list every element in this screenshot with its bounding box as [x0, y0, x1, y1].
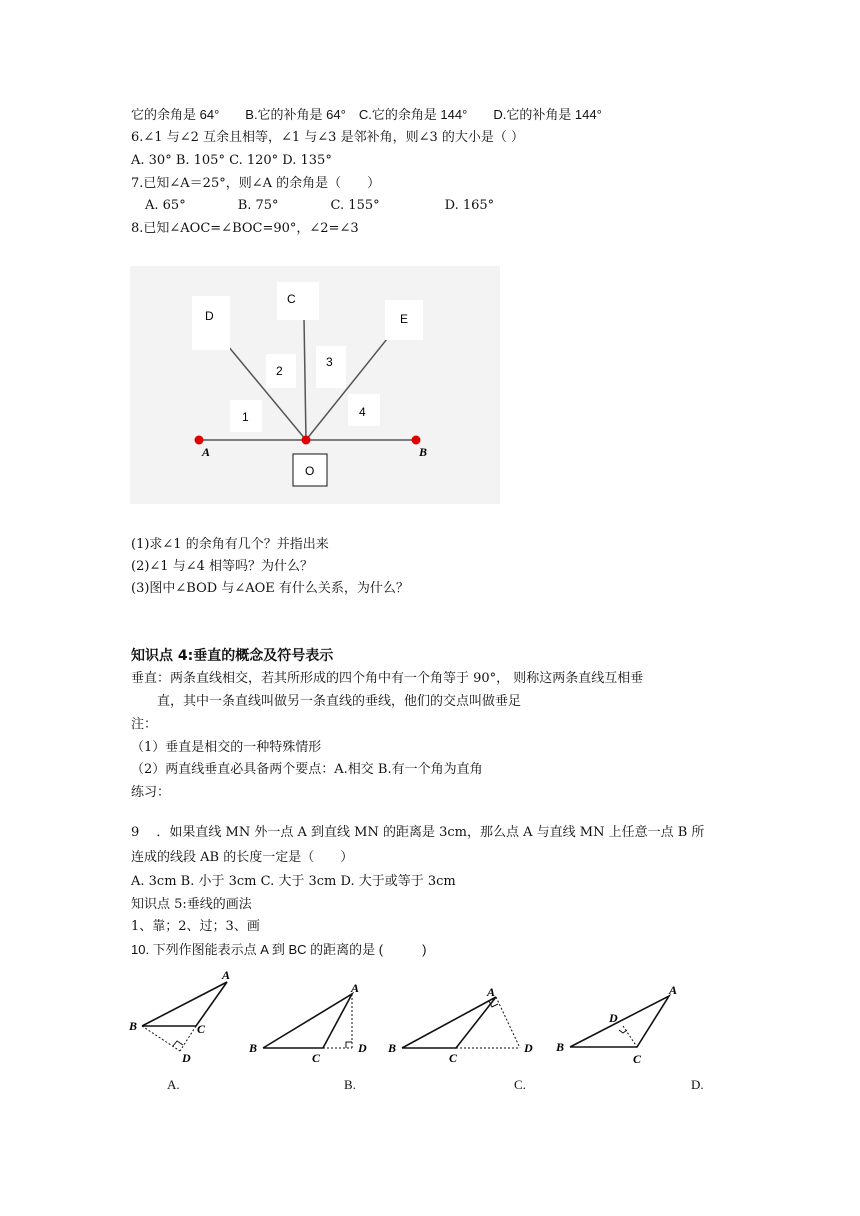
- sub-question-1: (1)求∠1 的余角有几个？并指出来: [131, 537, 329, 552]
- opt-a-label-a: A: [222, 968, 231, 982]
- sub-question-3: (3)图中∠BOD 与∠AOE 有什么关系，为什么？: [131, 581, 409, 596]
- note-label: 注：: [131, 717, 158, 732]
- note-1: （1）垂直是相交的一种特殊情形: [131, 740, 322, 755]
- label-c: C: [287, 292, 296, 306]
- caption-b: B.: [344, 1077, 356, 1092]
- label-3: 3: [326, 355, 333, 369]
- label-1: 1: [242, 410, 249, 424]
- text-line-options-5: 它的余角是 64° B.它的补角是 64° C.它的余角是 144° D.它的补角是 144°: [131, 107, 602, 122]
- opt-c-label-c: C: [449, 1051, 458, 1065]
- point-o: [302, 436, 311, 445]
- question-7: 7.已知∠A＝25°，则∠A 的余角是（ ）: [131, 176, 381, 191]
- opt-c-label-d: D: [524, 1041, 533, 1055]
- question-8: 8.已知∠AOC=∠BOC=90°，∠2=∠3: [131, 221, 359, 236]
- question-10: 10. 下列作图能表示点 A 到 BC 的距离的是 ( ): [131, 942, 427, 957]
- point-b: [412, 436, 421, 445]
- label-d: D: [205, 309, 214, 323]
- opt-a-label-d: D: [182, 1051, 191, 1065]
- opt-a-label-c: C: [197, 1022, 206, 1036]
- question-7-options: A. 65° B. 75° C. 155° D. 165°: [145, 198, 495, 213]
- label-a: A: [202, 445, 211, 459]
- section-heading-5: 知识点 5:垂线的画法: [131, 897, 252, 912]
- drawing-steps: 1、靠；2、过；3、画: [131, 919, 260, 934]
- opt-c-label-a: A: [487, 985, 496, 999]
- question-9-options: A. 3cm B. 小于 3cm C. 大于 3cm D. 大于或等于 3cm: [131, 874, 456, 889]
- label-o: O: [305, 464, 315, 478]
- label-box-d: [192, 296, 230, 350]
- opt-a-label-b: B: [129, 1019, 138, 1033]
- caption-a: A.: [167, 1077, 180, 1092]
- label-2: 2: [276, 364, 283, 378]
- point-a: [195, 436, 204, 445]
- question-9-cont: 连成的线段 AB 的长度一定是（ ）: [131, 850, 354, 865]
- definition-line-2: 直，其中一条直线叫做另一条直线的垂线，他们的交点叫做垂足: [157, 694, 522, 709]
- ray-oc: [304, 318, 306, 440]
- label-4: 4: [359, 405, 366, 419]
- section-heading-4: 知识点 4:垂直的概念及符号表示: [131, 648, 334, 664]
- label-b: B: [419, 445, 428, 459]
- question-6: 6.∠1 与∠2 互余且相等，∠1 与∠3 是邻补角，则∠3 的大小是（ ）: [131, 130, 525, 145]
- practice-label: 练习：: [131, 785, 171, 800]
- triangle-option-b: [245, 978, 380, 1063]
- sub-question-2: (2)∠1 与∠4 相等吗？为什么？: [131, 559, 314, 574]
- opt-b-label-c: C: [312, 1051, 321, 1063]
- opt-b-label-b: B: [249, 1041, 258, 1055]
- opt-d-label-c: C: [633, 1052, 642, 1065]
- definition-line-1: 垂直：两条直线相交，若其所形成的四个角中有一个角等于 90°， 则称这两条直线互相垂: [131, 671, 644, 686]
- opt-b-label-a: A: [351, 981, 360, 995]
- note-2: （2）两直线垂直必具备两个要点：A.相交 B.有一个角为直角: [131, 762, 483, 777]
- opt-d-label-a: A: [669, 983, 678, 997]
- triangle-option-d: [553, 980, 693, 1065]
- angle-figure-svg: [130, 266, 500, 504]
- opt-d-label-d: D: [609, 1011, 618, 1025]
- opt-c-label-b: B: [388, 1041, 397, 1055]
- caption-c: C.: [514, 1077, 526, 1092]
- question-9: 9 ．如果直线 MN 外一点 A 到直线 MN 的距离是 3cm，那么点 A 与直线 MN 上任意一点 B 所: [131, 825, 705, 840]
- label-box-c: [277, 282, 319, 320]
- opt-b-label-d: D: [358, 1041, 367, 1055]
- opt-d-label-b: B: [556, 1040, 565, 1054]
- angle-figure: [130, 266, 500, 504]
- question-6-options: A. 30° B. 105° C. 120° D. 135°: [131, 153, 332, 168]
- triangle-option-a: [126, 966, 236, 1066]
- label-e: E: [400, 312, 409, 326]
- caption-d: D.: [691, 1077, 704, 1092]
- triangle-option-c: [386, 982, 546, 1067]
